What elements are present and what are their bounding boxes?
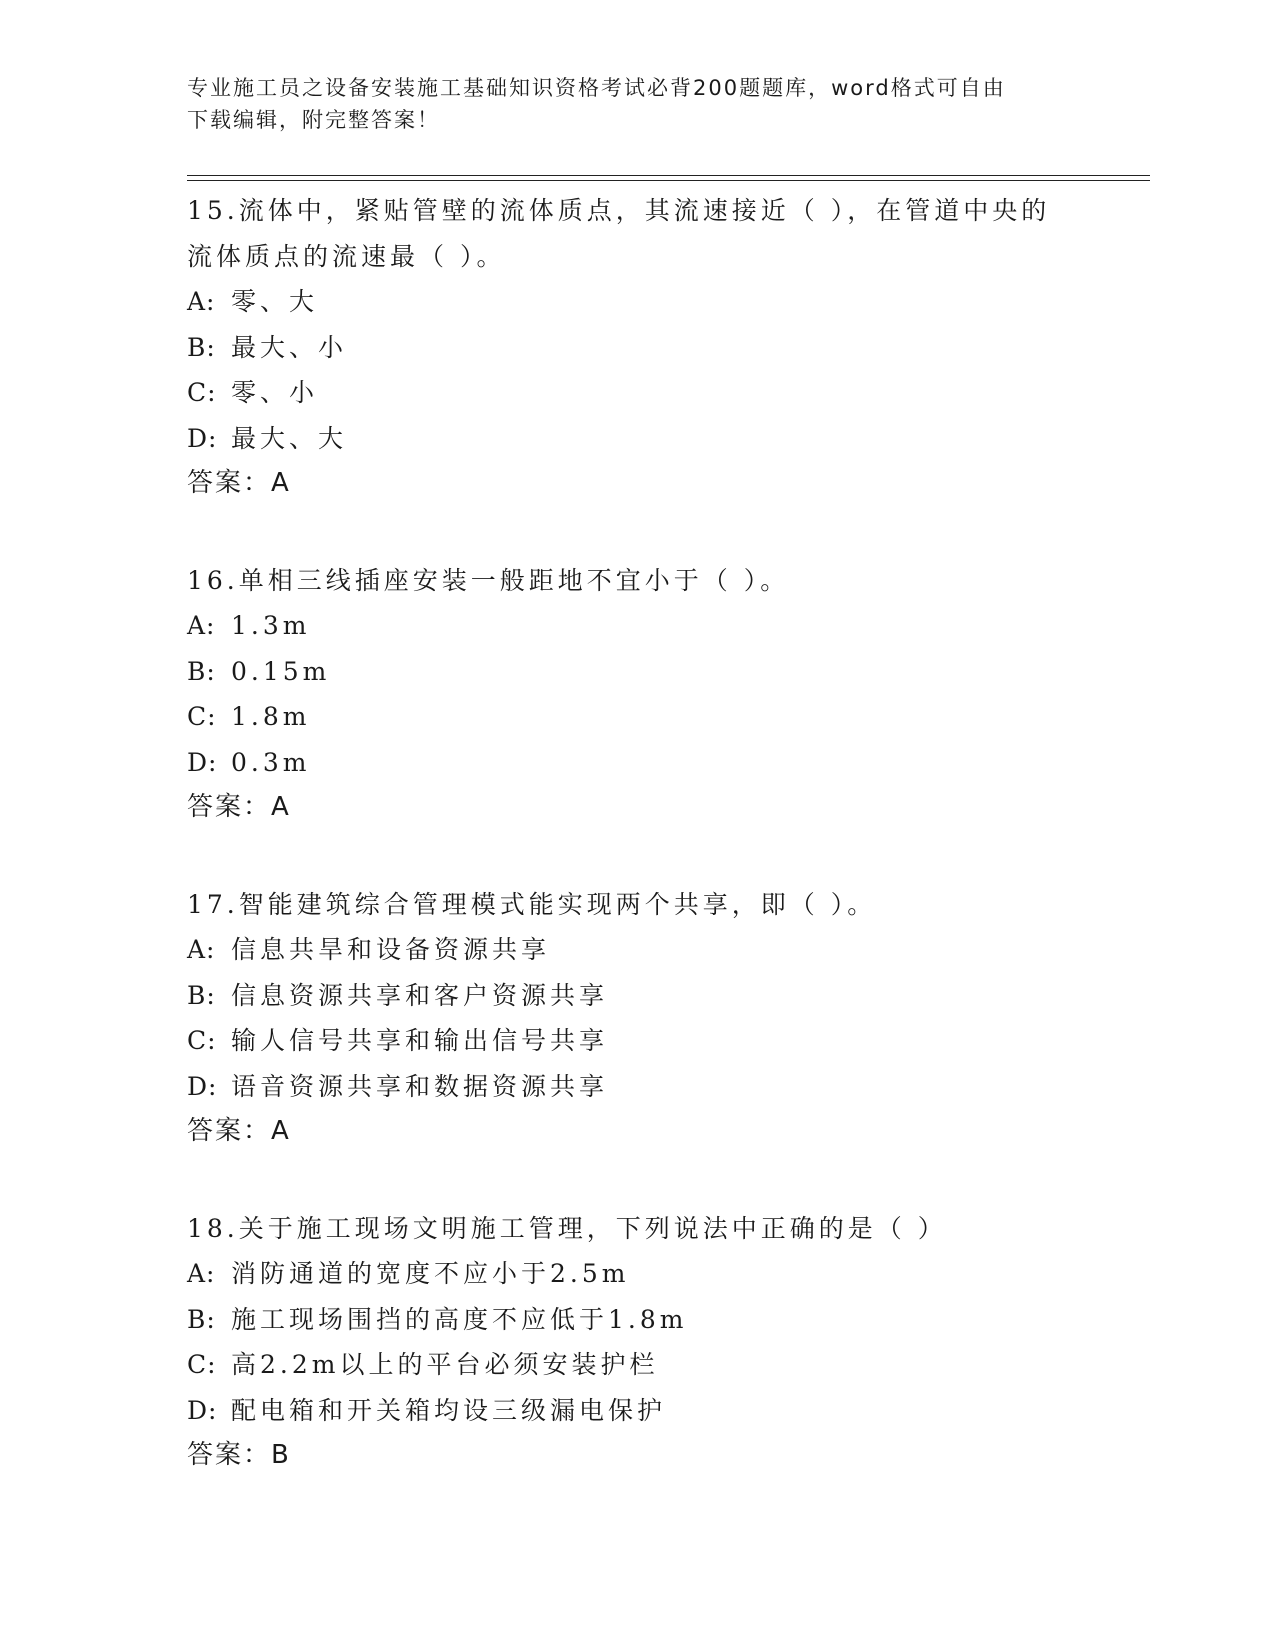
answer-key: 答案：A [187, 792, 291, 822]
option-d [187, 416, 1087, 462]
option-text: 消防通道的宽度不应小于2.5m [231, 1259, 630, 1288]
option-text: 最大、大 [231, 423, 348, 453]
option-d [187, 1064, 1087, 1110]
answer-key: 答案：A [187, 1116, 291, 1146]
option-text: 信息资源共享和客户资源共享 [231, 980, 609, 1010]
option-d [187, 740, 1087, 786]
option-a [187, 927, 1087, 973]
option-b [187, 1297, 1087, 1343]
question-15 [187, 188, 1087, 507]
option-letter: B: [187, 1304, 216, 1334]
option-letter: C: [187, 1026, 217, 1055]
option-text: 信息共旱和设备资源共享 [231, 935, 551, 964]
question-stem-line-1: 15.流体中，紧贴管壁的流体质点，其流速接近（ ），在管道中央的 [187, 196, 1051, 225]
option-text: 零、小 [231, 378, 319, 407]
answer-key: 答案：B [187, 1440, 291, 1470]
option-letter: C: [187, 378, 217, 407]
option-letter: D: [187, 747, 218, 777]
question-stem-line-2: 流体质点的流速最（ ）。 [187, 241, 506, 271]
option-letter: A: [187, 935, 216, 964]
answer-key: 答案：A [187, 468, 291, 498]
question-18 [187, 1206, 1087, 1479]
option-d [187, 1388, 1087, 1434]
option-text: 语音资源共享和数据资源共享 [231, 1071, 609, 1101]
option-a [187, 1251, 1087, 1297]
option-text: 1.8m [231, 702, 311, 731]
header-divider-top [187, 175, 1150, 176]
option-c [187, 370, 1087, 416]
option-c [187, 694, 1087, 740]
option-letter: D: [187, 423, 218, 453]
option-letter: B: [187, 332, 216, 362]
option-text: 施工现场围挡的高度不应低于1.8m [231, 1304, 688, 1334]
option-text: 1.3m [231, 611, 311, 640]
option-text: 0.3m [231, 747, 311, 777]
option-b [187, 973, 1087, 1019]
option-letter: B: [187, 980, 216, 1010]
option-letter: C: [187, 1350, 217, 1379]
option-b [187, 649, 1087, 695]
option-text: 配电箱和开关箱均设三级漏电保护 [231, 1395, 667, 1425]
option-a [187, 279, 1087, 325]
option-text: 0.15m [231, 656, 331, 686]
header-line-2: 下载编辑，附完整答案！ [187, 108, 440, 132]
option-letter: C: [187, 702, 217, 731]
option-c [187, 1018, 1087, 1064]
option-text: 零、大 [231, 287, 319, 316]
option-letter: D: [187, 1395, 218, 1425]
header-line-1: 专业施工员之设备安装施工基础知识资格考试必背200题题库，word格式可自由 [187, 76, 1006, 100]
question-17 [187, 882, 1087, 1155]
option-b [187, 325, 1087, 371]
option-letter: B: [187, 656, 216, 686]
option-a [187, 603, 1087, 649]
document-header [187, 72, 1067, 136]
option-letter: D: [187, 1071, 218, 1101]
question-stem-line-1: 17.智能建筑综合管理模式能实现两个共享，即（ ）。 [187, 889, 877, 919]
option-c [187, 1342, 1087, 1388]
question-stem-line-1: 16.单相三线插座安装一般距地不宜小于（ ）。 [187, 565, 790, 595]
option-text: 最大、小 [231, 332, 348, 362]
question-16 [187, 558, 1087, 831]
question-stem-line-1: 18.关于施工现场文明施工管理，下列说法中正确的是（ ） [187, 1213, 947, 1243]
option-letter: A: [187, 1259, 216, 1288]
option-letter: A: [187, 287, 216, 316]
question-list [187, 188, 1087, 1530]
option-text: 输人信号共享和输出信号共享 [231, 1026, 609, 1055]
option-letter: A: [187, 611, 216, 640]
option-text: 高2.2m以上的平台必须安装护栏 [231, 1350, 659, 1379]
header-divider-bottom [187, 180, 1150, 181]
